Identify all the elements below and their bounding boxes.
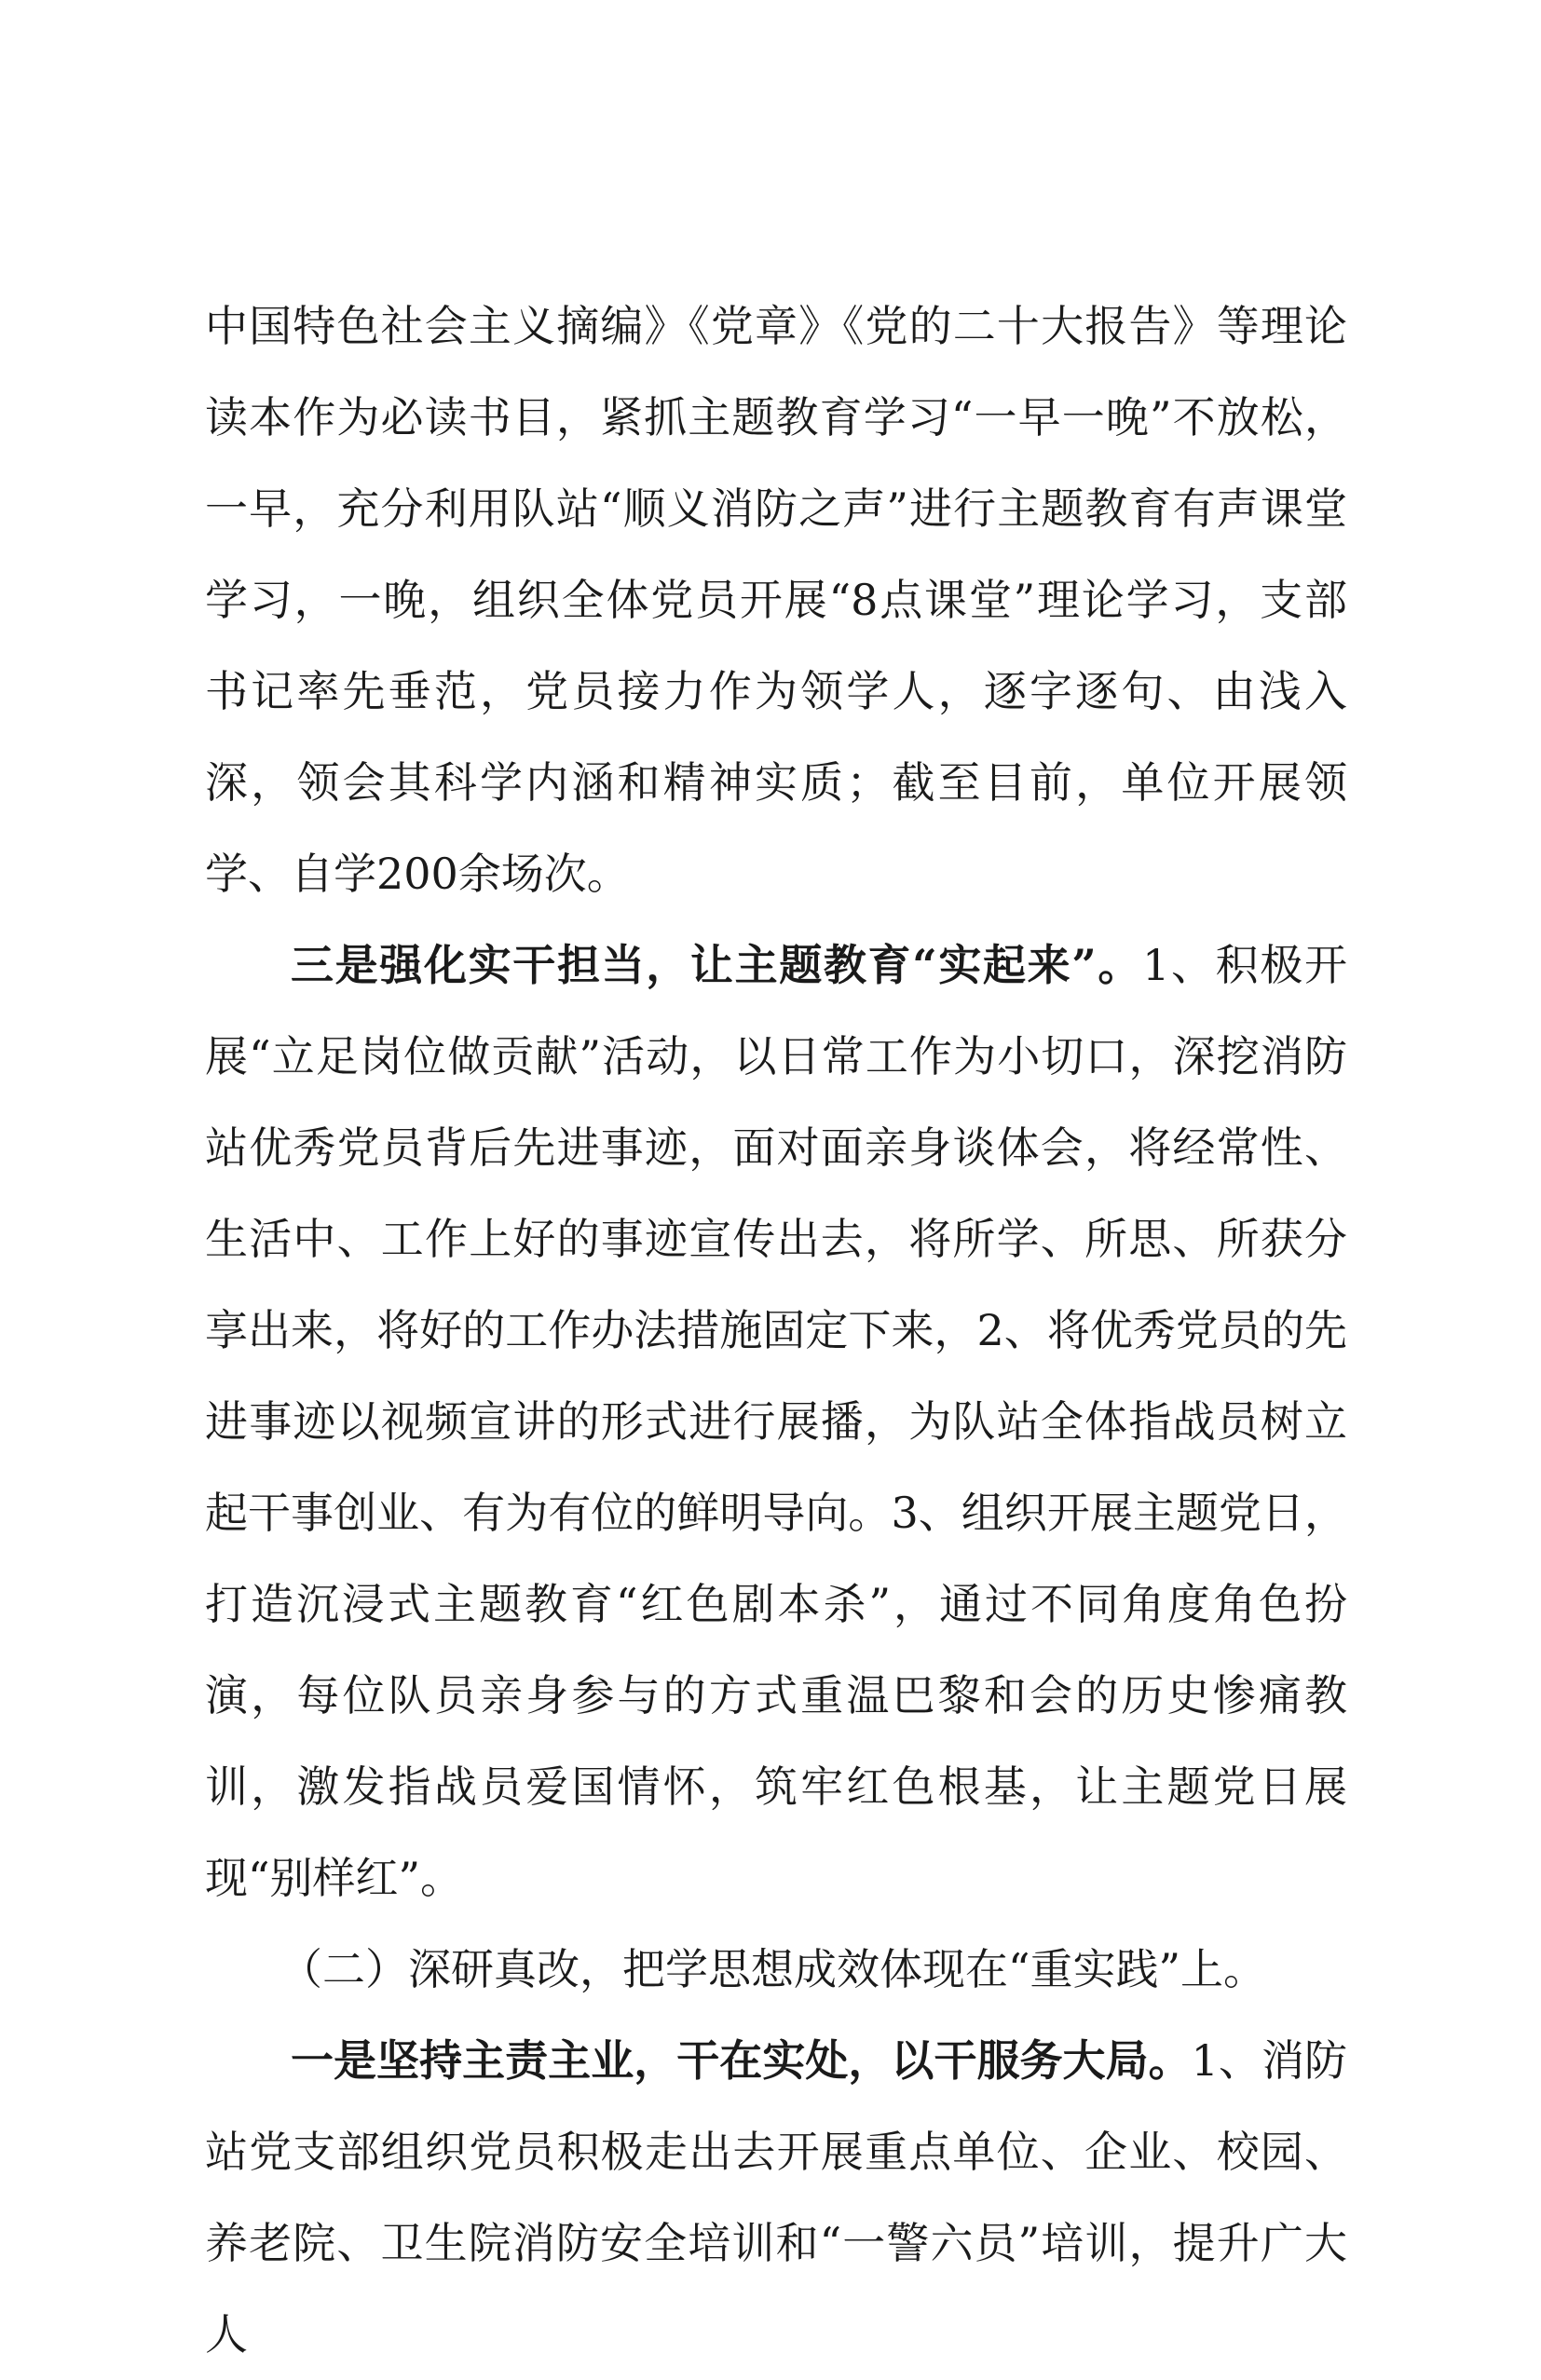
point-three-heading: 三是强化实干担当，让主题教育“实起来”。 (291, 940, 1143, 990)
document-body (205, 280, 1347, 2380)
point-one-heading: 一是坚持主责主业，干在实处，以干服务大局。 (291, 2035, 1192, 2086)
paragraph-point-three (205, 919, 1347, 1924)
section-heading: （二）深研真改，把学思想成效体现在“重实践”上。 (280, 1944, 1267, 1994)
point-one-text: 1、消防站党支部组织党员积极走出去开展重点单位、企业、校园、养老院、卫生院消防安全培训和“一警六员”培训，提升广大人 (205, 2035, 1347, 2360)
paragraph-point-one (205, 2015, 1347, 2380)
paragraph-reading-list: 中国特色社会主义摘编》《党章》《党的二十大报告》等理论读本作为必读书目，紧抓主题教育学习“一早一晚”不放松，一早，充分利用队站“顺义消防之声”进行主题教育有声课堂学习，一晚，组织全体党员开展“8点课堂”理论学习，支部书记率先垂范，党员接力作为领学人，逐字逐句、由浅入深，领会其科学内涵和精神实质；截至目前，单位开展领学、自学200余场次。 (205, 301, 1347, 899)
point-three-text: 1、积极开展“立足岗位做贡献”活动，以日常工作为小切口，深挖消防站优秀党员背后先进事迹，面对面亲身谈体会，将经常性、生活中、工作上好的事迹宣传出去，将所学、所思、所获分享出来，将好的工作办法措施固定下来，2、将优秀党员的先进事迹以视频宣讲的形式进行展播，为队站全体指战员树立起干事创业、有为有位的鲜明导向。3、组织开展主题党日，打造沉浸式主题教育“红色剧本杀”，通过不同角度角色扮演，每位队员亲身参与的方式重温巴黎和会的历史惨痛教训，激发指战员爱国情怀，筑牢红色根基，让主题党日展现“别样红”。 (205, 940, 1347, 1903)
